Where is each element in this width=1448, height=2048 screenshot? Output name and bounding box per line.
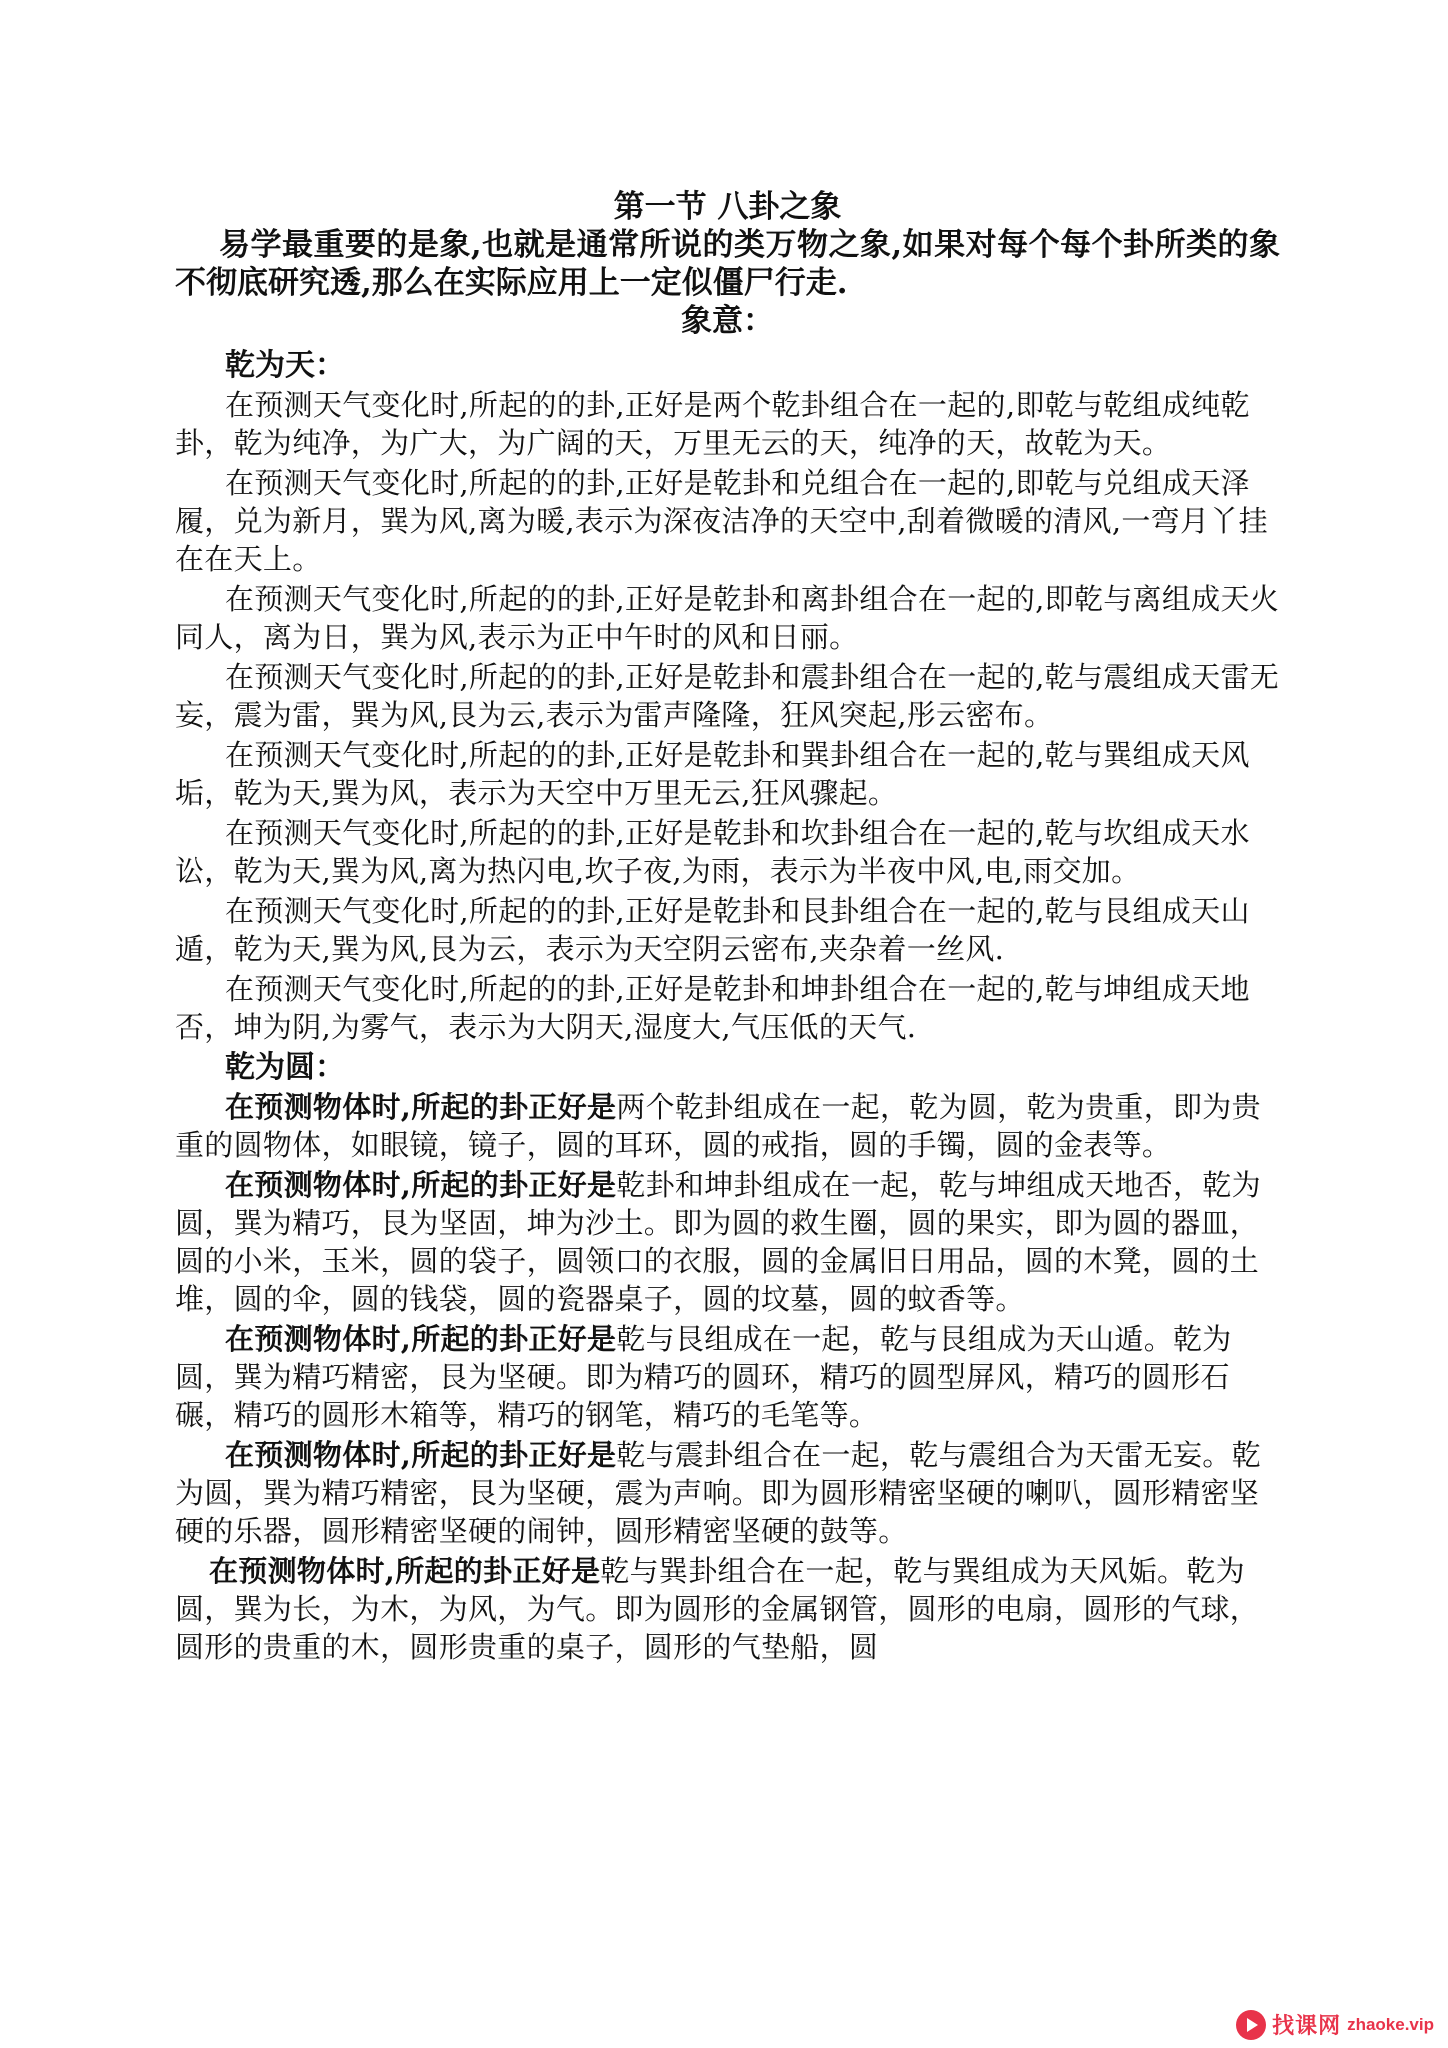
page-title: 第一节 八卦之象 xyxy=(613,189,842,225)
watermark-url: zhaoke.vip xyxy=(1347,2014,1434,2034)
paragraph-lead: 在预测物体时,所起的卦正好是 xyxy=(209,1554,601,1588)
paragraph: 在预测天气变化时,所起的的卦,正好是乾卦和坎卦组合在一起的,乾与坎组成天水讼，乾为天,巽为风,离为热闪电,坎子夜,为雨，表示为半夜中风,电,雨交加。 xyxy=(175,816,1250,888)
watermark xyxy=(1236,2009,1434,2040)
section-heading-qian-tian: 乾为天： xyxy=(225,348,345,383)
paragraph xyxy=(175,1166,1280,1318)
paragraph-lead: 在预测物体时,所起的卦正好是 xyxy=(225,1438,617,1472)
paragraph: 在预测天气变化时,所起的的卦,正好是乾卦和巽卦组合在一起的,乾与巽组成天风垢，乾为天,巽为风，表示为天空中万里无云,狂风骤起。 xyxy=(175,738,1250,810)
paragraph: 在预测天气变化时,所起的的卦,正好是乾卦和震卦组合在一起的,乾与震组成天雷无妄，震为雷，巽为风,艮为云,表示为雷声隆隆，狂风突起,彤云密布。 xyxy=(175,660,1280,732)
section-heading-qian-yuan: 乾为圆： xyxy=(225,1050,345,1085)
paragraph: 在预测天气变化时,所起的的卦,正好是乾卦和离卦组合在一起的,即乾与离组成天火同人，离为日，巽为风,表示为正中午时的风和日丽。 xyxy=(175,582,1280,654)
paragraph: 在预测天气变化时,所起的的卦,正好是乾卦和艮卦组合在一起的,乾与艮组成天山遁，乾为天,巽为风,艮为云，表示为天空阴云密布,夹杂着一丝风. xyxy=(175,894,1250,966)
paragraph-body: 两个乾卦组成在一起，乾为圆，乾为贵重，即为贵重的圆物体，如眼镜，镜子，圆的耳环，圆的戒指，圆的手镯，圆的金表等。 xyxy=(175,1090,1261,1162)
paragraph-lead: 在预测物体时,所起的卦正好是 xyxy=(225,1168,617,1202)
paragraph: 在预测天气变化时,所起的的卦,正好是乾卦和坤卦组合在一起的,乾与坤组成天地否，坤为阴,为雾气，表示为大阴天,湿度大,气压低的天气. xyxy=(175,972,1250,1044)
intro-paragraph: 易学最重要的是象,也就是通常所说的类万物之象,如果对每个每个卦所类的象不彻底研究透,那么在实际应用上一定似僵尸行走. xyxy=(175,227,1280,301)
paragraph xyxy=(175,1552,1280,1666)
watermark-text: 找课网 xyxy=(1272,2014,1342,2039)
paragraph-body: 乾与震卦组合在一起，乾与震组合为天雷无妄。乾为圆，巽为精巧精密，艮为坚硬，震为声响。即为圆形精密坚硬的喇叭，圆形精密坚硬的乐器，圆形精密坚硬的闹钟，圆形精密坚硬的鼓等。 xyxy=(175,1438,1261,1548)
paragraph: 在预测天气变化时,所起的的卦,正好是乾卦和兑组合在一起的,即乾与兑组成天泽履，兑为新月，巽为风,离为暖,表示为深夜洁净的天空中,刮着微暖的清风,一弯月丫挂在在天上。 xyxy=(175,466,1268,576)
paragraph xyxy=(175,1320,1280,1434)
paragraph xyxy=(175,1088,1280,1164)
paragraph xyxy=(175,1436,1280,1550)
subheading: 象意： xyxy=(681,303,774,339)
paragraph-lead: 在预测物体时,所起的卦正好是 xyxy=(225,1090,617,1124)
paragraph-body: 乾与巽卦组合在一起，乾与巽组成为天风姤。乾为圆，巽为长，为木，为风，为气。即为圆形的金属钢管，圆形的电扇，圆形的气球，圆形的贵重的木，圆形贵重的桌子，圆形的气垫船，圆 xyxy=(175,1554,1260,1664)
paragraph-body: 乾卦和坤卦组成在一起，乾与坤组成天地否，乾为圆，巽为精巧，艮为坚固，坤为沙土。即为圆的救生圈，圆的果实，即为圆的器皿，圆的小米，玉米，圆的袋子，圆领口的衣服，圆的金属旧日用品，圆的木凳，圆的土堆，圆的伞，圆的钱袋，圆的瓷器桌子，圆的坟墓，圆的蚊香等。 xyxy=(175,1168,1261,1316)
document-page xyxy=(175,188,1280,1668)
paragraph: 在预测天气变化时,所起的的卦,正好是两个乾卦组合在一起的,即乾与乾组成纯乾卦，乾为纯净，为广大，为广阔的天，万里无云的天，纯净的天，故乾为天。 xyxy=(175,388,1250,460)
play-logo-icon xyxy=(1236,2010,1266,2040)
paragraph-body: 乾与艮组成在一起，乾与艮组成为天山遁。乾为圆，巽为精巧精密，艮为坚硬。即为精巧的圆环，精巧的圆型屏风，精巧的圆形石碾，精巧的圆形木箱等，精巧的钢笔，精巧的毛笔等。 xyxy=(175,1322,1232,1432)
paragraph-lead: 在预测物体时,所起的卦正好是 xyxy=(225,1322,617,1356)
